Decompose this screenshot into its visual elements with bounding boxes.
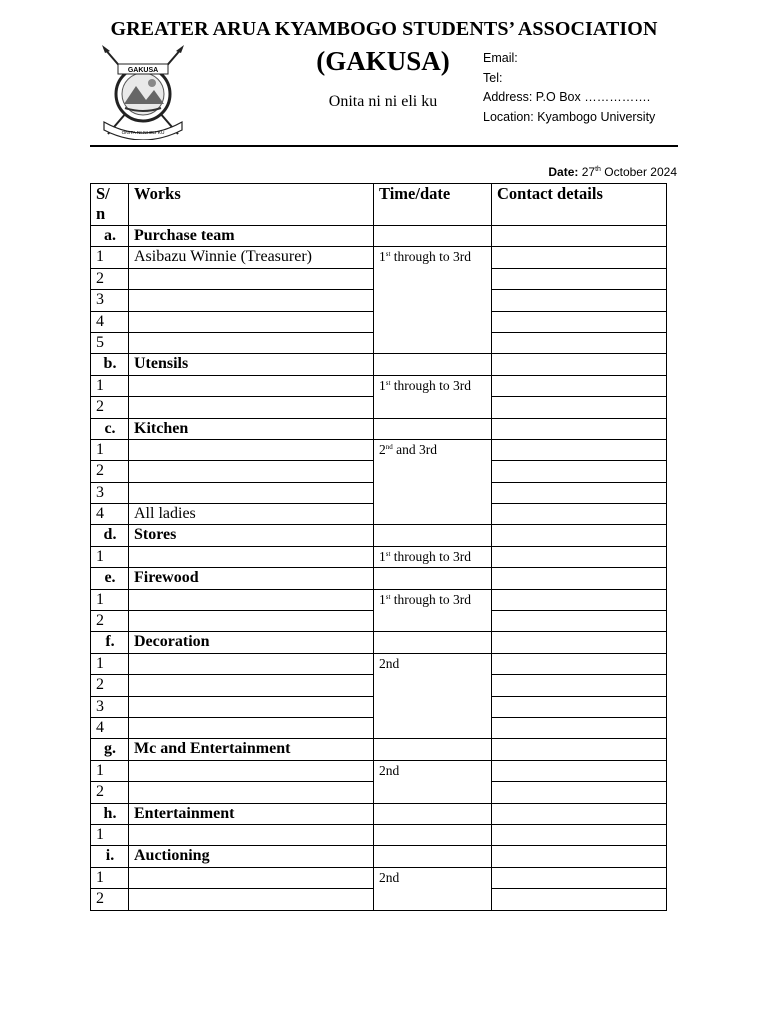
org-acronym: (GAKUSA) [316, 46, 450, 76]
section-name: Auctioning [129, 846, 374, 867]
time-main: 2nd [379, 655, 400, 671]
row-number: 1 [91, 589, 129, 610]
row-contact [492, 247, 667, 268]
table-row [91, 375, 667, 396]
row-work [129, 290, 374, 311]
row-work [129, 546, 374, 567]
document-date [548, 165, 677, 179]
row-work [129, 439, 374, 460]
row-work [129, 824, 374, 845]
section-row [91, 568, 667, 589]
table-row [91, 867, 667, 888]
time-rest: through to 3rd [390, 548, 472, 564]
section-letter: h. [91, 803, 129, 824]
org-title: GREATER ARUA KYAMBOGO STUDENTS’ ASSOCIATION [110, 18, 658, 40]
row-time [374, 375, 492, 418]
time-rest: through to 3rd [390, 377, 472, 393]
row-number: 1 [91, 760, 129, 781]
time-main: 2 [379, 441, 386, 457]
row-work [129, 482, 374, 503]
row-number: 3 [91, 482, 129, 503]
row-contact [492, 653, 667, 674]
section-contact-blank [492, 354, 667, 375]
section-name: Firewood [129, 568, 374, 589]
time-main: 1 [379, 548, 386, 564]
logo-banner-text: GAKUSA [127, 67, 159, 74]
org-motto: Onita ni ni eli ku [328, 93, 438, 110]
section-time-blank [374, 418, 492, 439]
row-time [374, 546, 492, 567]
row-contact [492, 439, 667, 460]
row-number: 1 [91, 439, 129, 460]
table-row [91, 653, 667, 674]
row-number: 2 [91, 611, 129, 632]
row-number: 1 [91, 546, 129, 567]
row-work: Asibazu Winnie (Treasurer) [129, 247, 374, 268]
table-row [91, 439, 667, 460]
row-contact [492, 867, 667, 888]
row-contact [492, 717, 667, 738]
section-contact-blank [492, 418, 667, 439]
time-rest: through to 3rd [390, 591, 472, 607]
row-work [129, 332, 374, 353]
header-sn: S/ n [91, 184, 129, 226]
row-work [129, 461, 374, 482]
row-contact [492, 824, 667, 845]
row-number: 5 [91, 332, 129, 353]
section-row [91, 803, 667, 824]
section-name: Entertainment [129, 803, 374, 824]
row-work [129, 653, 374, 674]
row-work [129, 675, 374, 696]
row-work [129, 889, 374, 910]
table-row [91, 546, 667, 567]
section-time-blank [374, 568, 492, 589]
contact-block [483, 49, 655, 127]
section-letter: a. [91, 226, 129, 247]
row-contact [492, 696, 667, 717]
section-row [91, 846, 667, 867]
table-header-row [91, 184, 667, 226]
row-number: 4 [91, 311, 129, 332]
row-work: All ladies [129, 504, 374, 525]
works-table [90, 183, 667, 911]
row-number: 2 [91, 397, 129, 418]
section-time-blank [374, 525, 492, 546]
row-number: 4 [91, 504, 129, 525]
table-row [91, 247, 667, 268]
section-name: Stores [129, 525, 374, 546]
header-divider [90, 145, 678, 147]
row-number: 1 [91, 375, 129, 396]
section-contact-blank [492, 226, 667, 247]
section-name: Utensils [129, 354, 374, 375]
row-number: 1 [91, 824, 129, 845]
date-day: 27 [581, 165, 596, 179]
row-contact [492, 397, 667, 418]
date-label: Date: [548, 165, 579, 179]
row-work [129, 397, 374, 418]
row-number: 1 [91, 867, 129, 888]
section-time-blank [374, 846, 492, 867]
section-time-blank [374, 739, 492, 760]
section-letter: d. [91, 525, 129, 546]
row-time [374, 589, 492, 632]
table-row [91, 760, 667, 781]
time-main: 2nd [379, 762, 400, 778]
row-work [129, 760, 374, 781]
row-contact [492, 611, 667, 632]
row-contact [492, 332, 667, 353]
time-main: 1 [379, 249, 386, 265]
row-contact [492, 889, 667, 910]
table-row [91, 589, 667, 610]
row-contact [492, 311, 667, 332]
row-work [129, 717, 374, 738]
section-time-blank [374, 354, 492, 375]
row-contact [492, 461, 667, 482]
section-name: Kitchen [129, 418, 374, 439]
association-logo [98, 44, 188, 140]
section-letter: b. [91, 354, 129, 375]
header-time: Time/date [374, 184, 492, 226]
header-works: Works [129, 184, 374, 226]
section-name: Mc and Entertainment [129, 739, 374, 760]
header-contact: Contact details [492, 184, 667, 226]
contact-address: Address: P.O Box ……………. [483, 90, 651, 104]
row-contact [492, 675, 667, 696]
row-contact [492, 482, 667, 503]
section-time-blank [374, 226, 492, 247]
time-sup: st [385, 250, 391, 259]
row-number: 3 [91, 696, 129, 717]
section-row [91, 525, 667, 546]
section-row [91, 354, 667, 375]
time-main: 1 [379, 377, 386, 393]
section-row [91, 418, 667, 439]
section-row [91, 226, 667, 247]
time-sup: st [385, 592, 391, 601]
row-work [129, 696, 374, 717]
section-contact-blank [492, 739, 667, 760]
date-rest: October 2024 [600, 165, 677, 179]
row-number: 2 [91, 782, 129, 803]
time-rest: through to 3rd [390, 249, 472, 265]
row-number: 2 [91, 889, 129, 910]
section-contact-blank [492, 525, 667, 546]
row-work [129, 611, 374, 632]
section-letter: f. [91, 632, 129, 653]
section-letter: g. [91, 739, 129, 760]
date-day-suffix: th [595, 166, 601, 173]
section-name: Decoration [129, 632, 374, 653]
row-time [374, 867, 492, 910]
row-time [374, 439, 492, 525]
time-rest: and 3rd [392, 441, 437, 457]
row-work [129, 311, 374, 332]
row-work [129, 268, 374, 289]
row-contact [492, 268, 667, 289]
section-row [91, 632, 667, 653]
row-time [374, 824, 492, 845]
row-number: 1 [91, 247, 129, 268]
time-sup: st [385, 378, 391, 387]
row-contact [492, 290, 667, 311]
row-number: 3 [91, 290, 129, 311]
row-number: 2 [91, 675, 129, 696]
row-contact [492, 504, 667, 525]
section-row [91, 739, 667, 760]
time-main: 1 [379, 591, 386, 607]
section-letter: c. [91, 418, 129, 439]
section-contact-blank [492, 632, 667, 653]
section-contact-blank [492, 803, 667, 824]
section-letter: i. [91, 846, 129, 867]
row-number: 2 [91, 268, 129, 289]
row-contact [492, 760, 667, 781]
table-row [91, 824, 667, 845]
row-contact [492, 782, 667, 803]
time-sup: nd [385, 442, 393, 451]
row-number: 4 [91, 717, 129, 738]
row-work [129, 589, 374, 610]
row-contact [492, 375, 667, 396]
section-name: Purchase team [129, 226, 374, 247]
row-contact [492, 589, 667, 610]
contact-tel: Tel: [483, 70, 503, 85]
row-work [129, 782, 374, 803]
section-time-blank [374, 632, 492, 653]
row-time [374, 760, 492, 803]
logo-ribbon-text: ONITA NI NI ELI KU [121, 131, 165, 136]
time-sup: st [385, 549, 391, 558]
section-contact-blank [492, 846, 667, 867]
time-main: 2nd [379, 869, 400, 885]
row-contact [492, 546, 667, 567]
section-letter: e. [91, 568, 129, 589]
row-number: 2 [91, 461, 129, 482]
row-time [374, 653, 492, 739]
row-work [129, 375, 374, 396]
row-time [374, 247, 492, 354]
contact-email: Email: [483, 51, 518, 65]
row-work [129, 867, 374, 888]
contact-location: Location: Kyambogo University [483, 109, 656, 124]
section-time-blank [374, 803, 492, 824]
section-contact-blank [492, 568, 667, 589]
row-number: 1 [91, 653, 129, 674]
